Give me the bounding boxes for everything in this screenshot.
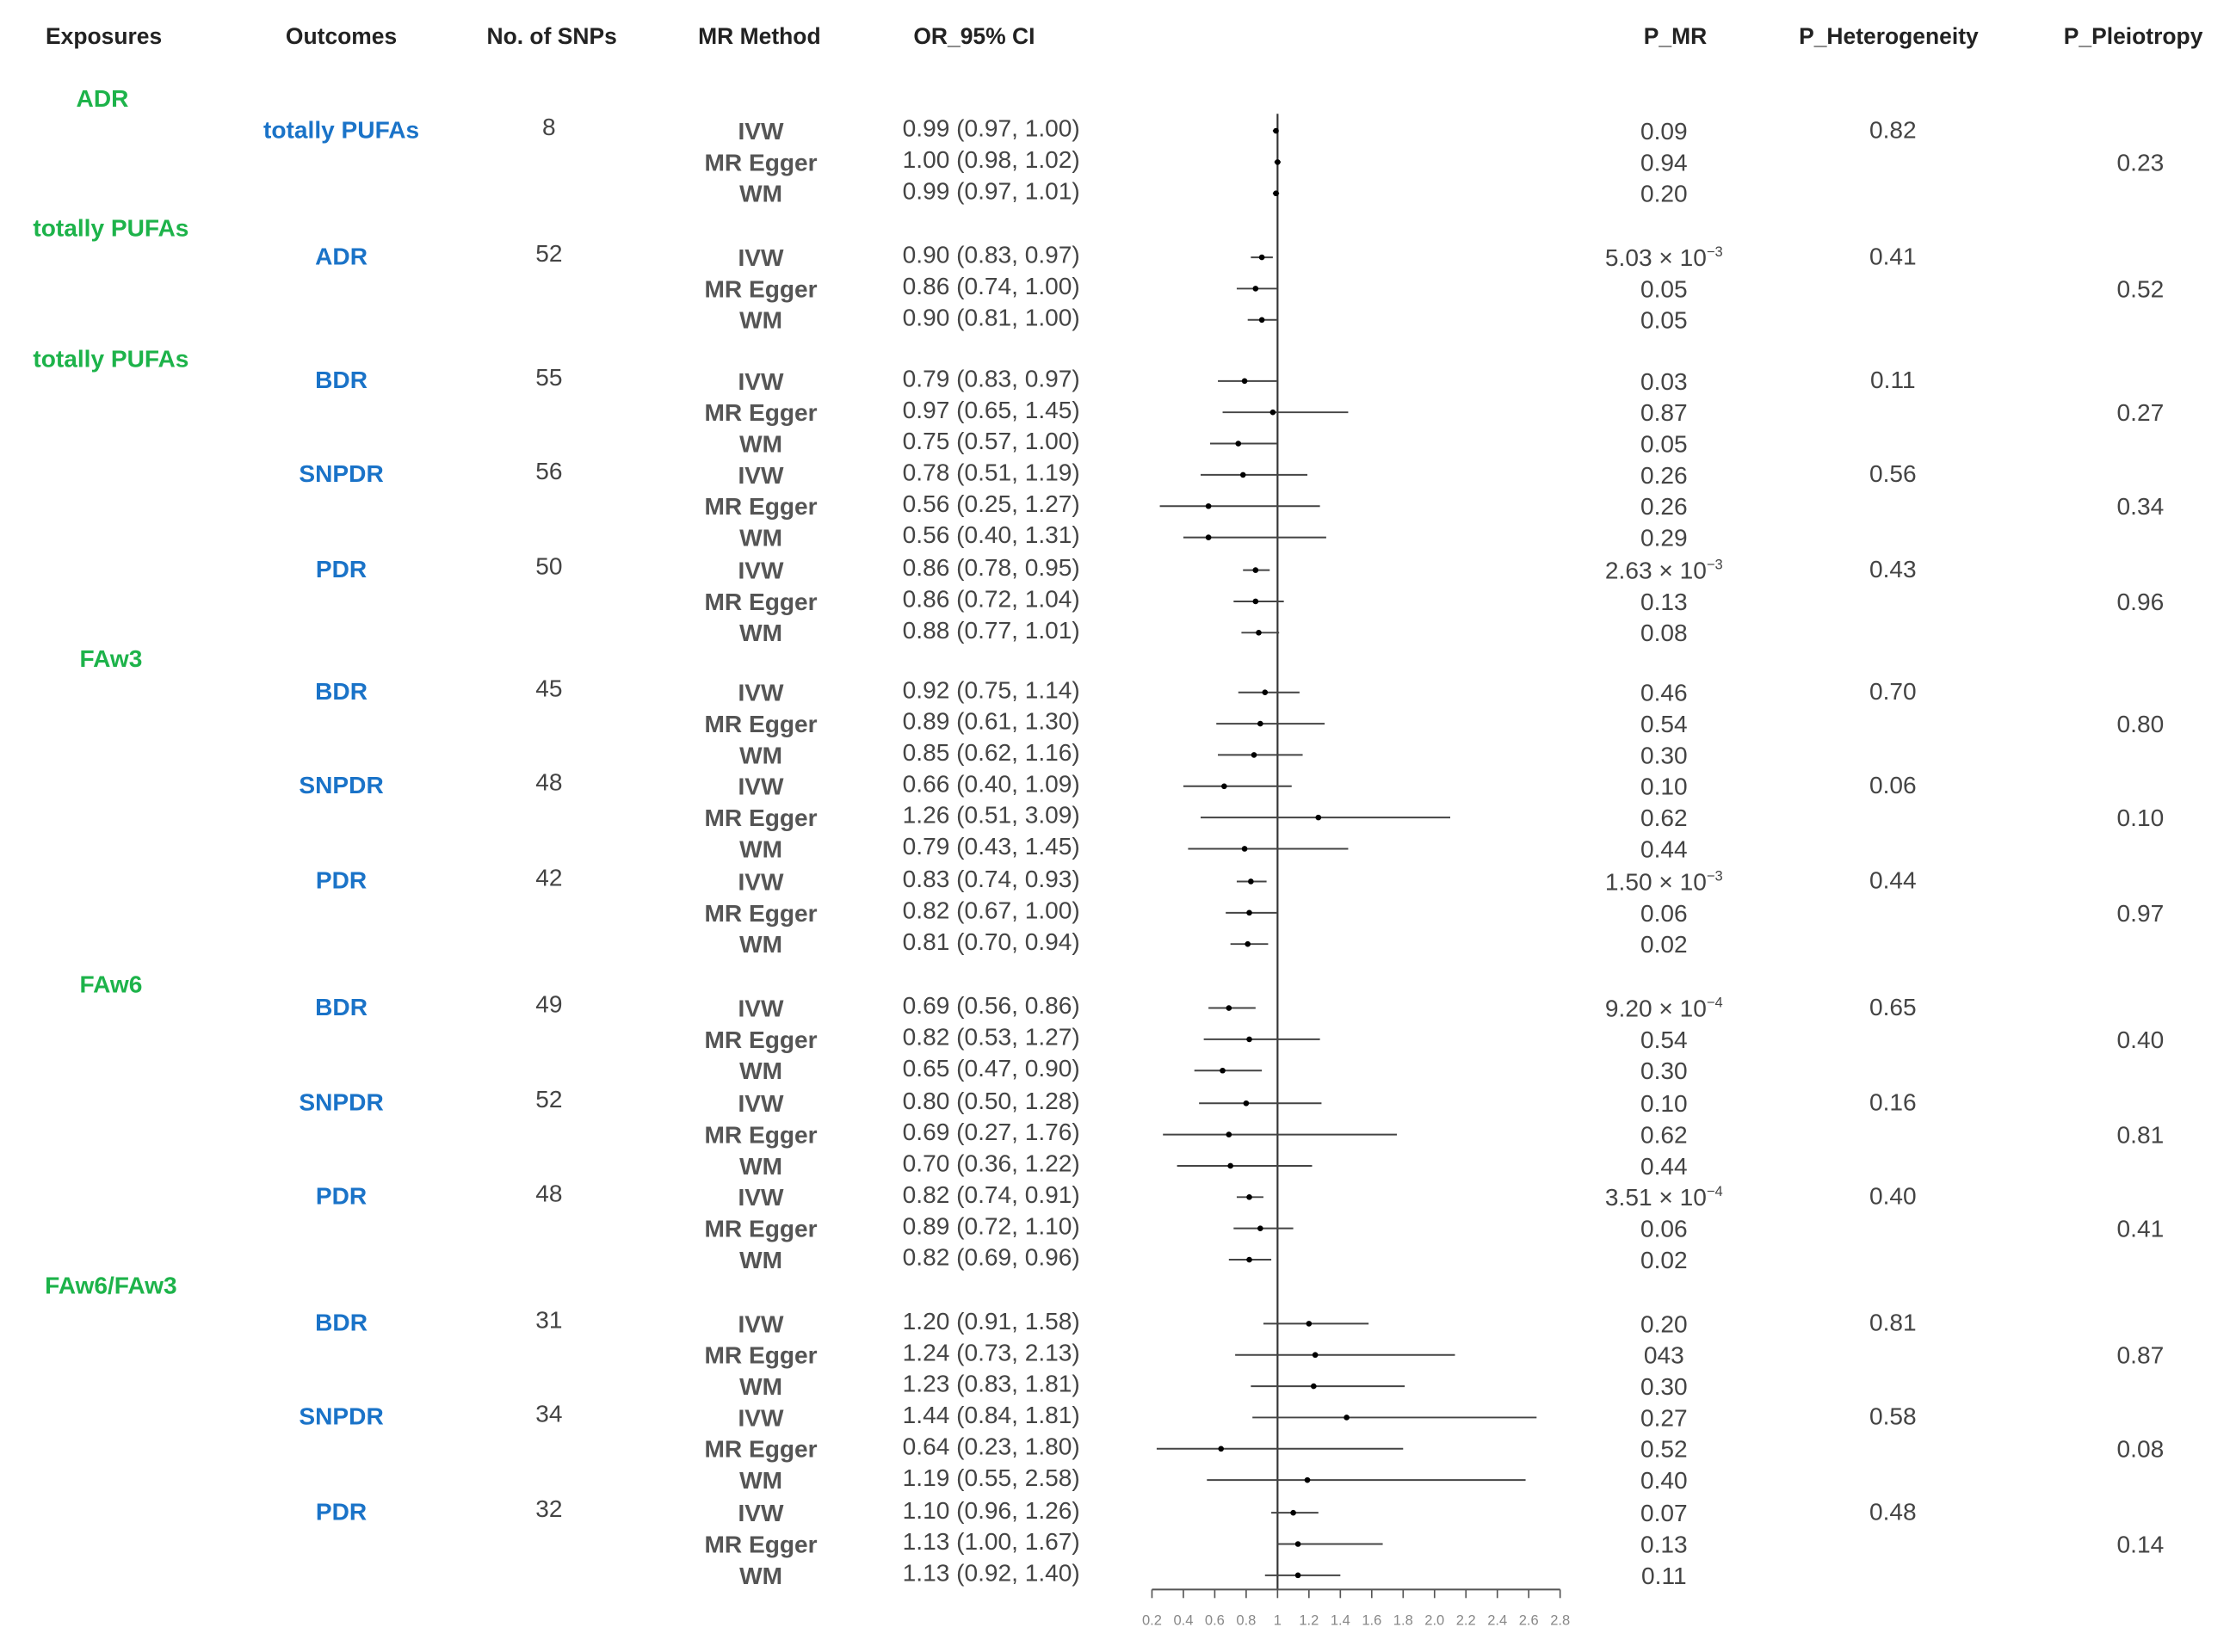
p-mr: 0.13 bbox=[1640, 1531, 1688, 1559]
snp-count: 50 bbox=[535, 552, 563, 581]
p-pleiotropy: 0.96 bbox=[2116, 589, 2165, 616]
or-ci: 1.26 (0.51, 3.09) bbox=[902, 801, 1080, 829]
p-heterogeneity: 0.56 bbox=[1869, 460, 1917, 488]
p-mr: 0.44 bbox=[1640, 835, 1688, 864]
or-ci: 0.65 (0.47, 0.90) bbox=[902, 1055, 1080, 1082]
mr-method: WM bbox=[739, 306, 783, 335]
mr-method: WM bbox=[739, 1247, 783, 1274]
p-mr: 0.30 bbox=[1640, 742, 1688, 769]
or-ci: 0.88 (0.77, 1.01) bbox=[902, 617, 1080, 644]
mr-method: WM bbox=[739, 931, 783, 959]
mr-method: MR Egger bbox=[704, 1215, 818, 1243]
outcome-label: totally PUFAs bbox=[263, 116, 420, 144]
or-ci: 0.82 (0.53, 1.27) bbox=[902, 1023, 1080, 1051]
p-mr: 0.08 bbox=[1640, 620, 1688, 647]
x-tick-label: 0.2 bbox=[1141, 1612, 1162, 1629]
p-mr: 0.05 bbox=[1640, 430, 1688, 459]
point-estimate bbox=[1248, 878, 1254, 885]
outcome-label: BDR bbox=[315, 678, 368, 706]
or-ci: 0.83 (0.74, 0.93) bbox=[902, 866, 1080, 893]
outcome-label: BDR bbox=[315, 1309, 368, 1337]
point-estimate bbox=[1206, 503, 1212, 509]
point-estimate bbox=[1270, 410, 1276, 416]
or-ci: 0.66 (0.40, 1.09) bbox=[902, 770, 1080, 798]
p-pleiotropy: 0.40 bbox=[2116, 1026, 2165, 1054]
x-tick-label: 2.6 bbox=[1518, 1612, 1539, 1629]
point-estimate bbox=[1246, 910, 1252, 916]
snp-count: 52 bbox=[535, 240, 563, 268]
or-ci: 1.44 (0.84, 1.81) bbox=[902, 1402, 1080, 1429]
or-ci: 0.64 (0.23, 1.80) bbox=[902, 1433, 1080, 1461]
x-tick-label: 0.6 bbox=[1204, 1612, 1225, 1629]
point-estimate bbox=[1273, 128, 1279, 134]
point-estimate bbox=[1313, 1352, 1319, 1358]
outcome-label: SNPDR bbox=[299, 460, 384, 488]
mr-method: MR Egger bbox=[704, 711, 818, 738]
mr-method: WM bbox=[739, 1153, 783, 1180]
or-ci: 0.85 (0.62, 1.16) bbox=[902, 739, 1080, 767]
p-mr: 0.44 bbox=[1640, 1153, 1688, 1180]
mr-method: IVW bbox=[738, 557, 784, 585]
outcome-label: BDR bbox=[315, 367, 368, 394]
p-mr-exponent: −4 bbox=[1706, 996, 1723, 1012]
or-ci: 1.19 (0.55, 2.58) bbox=[902, 1464, 1080, 1492]
p-mr-exponent: −3 bbox=[1706, 558, 1723, 574]
point-estimate bbox=[1311, 1384, 1317, 1390]
point-estimate bbox=[1275, 159, 1281, 165]
or-ci: 0.80 (0.50, 1.28) bbox=[902, 1088, 1080, 1115]
point-estimate bbox=[1253, 599, 1259, 605]
p-mr: 0.62 bbox=[1640, 804, 1688, 832]
or-ci: 0.79 (0.83, 0.97) bbox=[902, 365, 1080, 393]
mr-method: WM bbox=[739, 1373, 783, 1401]
p-heterogeneity: 0.44 bbox=[1869, 866, 1917, 895]
p-mr: 0.87 bbox=[1640, 399, 1688, 427]
mr-method: IVW bbox=[738, 118, 784, 145]
mr-method: IVW bbox=[738, 244, 784, 272]
or-ci: 0.86 (0.72, 1.04) bbox=[902, 585, 1080, 613]
or-ci: 0.69 (0.56, 0.86) bbox=[902, 992, 1080, 1020]
mr-method: MR Egger bbox=[704, 399, 818, 427]
p-heterogeneity: 0.70 bbox=[1869, 678, 1917, 706]
mr-method: MR Egger bbox=[704, 275, 818, 303]
point-estimate bbox=[1273, 190, 1279, 196]
point-estimate bbox=[1242, 846, 1248, 852]
outcome-label: SNPDR bbox=[299, 1402, 384, 1431]
mr-method: MR Egger bbox=[704, 899, 818, 928]
or-ci: 0.92 (0.75, 1.14) bbox=[902, 676, 1080, 704]
p-heterogeneity: 0.06 bbox=[1869, 772, 1917, 799]
point-estimate bbox=[1256, 630, 1262, 636]
p-heterogeneity: 0.16 bbox=[1869, 1088, 1917, 1117]
p-mr: 0.52 bbox=[1640, 1435, 1688, 1464]
p-heterogeneity: 0.43 bbox=[1869, 556, 1917, 583]
p-mr: 0.46 bbox=[1640, 679, 1688, 707]
x-tick-label: 2.8 bbox=[1550, 1612, 1571, 1629]
header-p-het: P_Heterogeneity bbox=[1799, 25, 1979, 50]
or-ci: 0.86 (0.74, 1.00) bbox=[902, 273, 1080, 300]
mr-method: IVW bbox=[738, 679, 784, 707]
point-estimate bbox=[1259, 317, 1265, 323]
or-ci: 1.23 (0.83, 1.81) bbox=[902, 1370, 1080, 1398]
mr-method: WM bbox=[739, 1057, 783, 1085]
point-estimate bbox=[1240, 472, 1246, 478]
header-method: MR Method bbox=[698, 25, 821, 50]
p-mr: 0.27 bbox=[1640, 1404, 1688, 1432]
mr-method: IVW bbox=[738, 1404, 784, 1432]
point-estimate bbox=[1245, 941, 1251, 947]
p-mr: 0.26 bbox=[1640, 462, 1688, 490]
mr-method: MR Egger bbox=[704, 1531, 818, 1559]
point-estimate bbox=[1221, 783, 1227, 789]
p-pleiotropy: 0.52 bbox=[2116, 275, 2165, 303]
p-pleiotropy: 0.80 bbox=[2116, 711, 2165, 738]
or-ci: 0.99 (0.97, 1.00) bbox=[902, 114, 1080, 143]
outcome-label: SNPDR bbox=[299, 1088, 384, 1117]
header-outcomes: Outcomes bbox=[285, 25, 398, 50]
point-estimate bbox=[1259, 255, 1265, 261]
or-ci: 0.79 (0.43, 1.45) bbox=[902, 833, 1080, 860]
or-ci: 0.56 (0.40, 1.31) bbox=[902, 521, 1080, 549]
point-estimate bbox=[1257, 1225, 1263, 1231]
exposure-label: totally PUFAs bbox=[33, 345, 189, 373]
p-mr: $2.63 \times 10^{-3}$ bbox=[1604, 557, 1723, 585]
p-mr: 0.20 bbox=[1640, 1310, 1688, 1338]
p-pleiotropy: 0.08 bbox=[2116, 1435, 2165, 1464]
p-pleiotropy: 0.27 bbox=[2116, 399, 2165, 427]
header-exposures: Exposures bbox=[46, 25, 163, 50]
or-ci: 0.70 (0.36, 1.22) bbox=[902, 1150, 1080, 1178]
outcome-label: PDR bbox=[315, 1182, 368, 1211]
p-heterogeneity: 0.40 bbox=[1869, 1182, 1917, 1211]
mr-method: IVW bbox=[738, 367, 784, 396]
exposure-label: FAw6/FAw3 bbox=[45, 1272, 177, 1300]
point-estimate bbox=[1235, 441, 1241, 447]
mr-method: MR Egger bbox=[704, 1341, 818, 1370]
mr-method: WM bbox=[739, 180, 783, 208]
or-ci: 1.13 (0.92, 1.40) bbox=[902, 1559, 1080, 1587]
point-estimate bbox=[1344, 1415, 1350, 1421]
header-snps: No. of SNPs bbox=[486, 25, 617, 50]
snp-count: 48 bbox=[535, 768, 563, 797]
mr-method: MR Egger bbox=[704, 1026, 818, 1054]
snp-count: 49 bbox=[535, 990, 563, 1019]
or-ci: 0.82 (0.74, 0.91) bbox=[902, 1181, 1080, 1209]
p-mr: 043 bbox=[1643, 1341, 1684, 1370]
point-estimate bbox=[1290, 1510, 1296, 1516]
outcome-label: PDR bbox=[315, 1498, 368, 1526]
p-mr: 0.06 bbox=[1640, 1215, 1688, 1243]
point-estimate bbox=[1295, 1541, 1301, 1547]
point-estimate bbox=[1242, 379, 1248, 385]
x-tick-label: 0.8 bbox=[1236, 1612, 1257, 1629]
header-or: OR_95% CI bbox=[913, 25, 1035, 50]
p-mr: 0.09 bbox=[1640, 118, 1688, 145]
or-ci: 0.90 (0.81, 1.00) bbox=[902, 304, 1080, 332]
exposure-label: FAw3 bbox=[79, 645, 143, 673]
p-pleiotropy: 0.97 bbox=[2116, 899, 2165, 928]
x-tick-label: 1.2 bbox=[1299, 1612, 1319, 1629]
p-mr: 0.05 bbox=[1640, 306, 1688, 335]
p-mr: 0.10 bbox=[1640, 1090, 1688, 1118]
outcome-label: PDR bbox=[315, 556, 368, 583]
or-ci: 1.13 (1.00, 1.67) bbox=[902, 1528, 1080, 1556]
x-tick-label: 1.8 bbox=[1393, 1612, 1413, 1629]
p-mr: 0.10 bbox=[1640, 773, 1688, 801]
p-mr: 0.62 bbox=[1640, 1121, 1688, 1150]
mr-method: WM bbox=[739, 620, 783, 647]
or-ci: 0.86 (0.78, 0.95) bbox=[902, 554, 1080, 582]
p-mr: 0.13 bbox=[1640, 589, 1688, 616]
p-mr: $9.20 \times 10^{-4}$ bbox=[1604, 995, 1723, 1023]
mr-method: MR Egger bbox=[704, 804, 818, 832]
or-ci: 0.78 (0.51, 1.19) bbox=[902, 459, 1080, 487]
or-ci: 0.81 (0.70, 0.94) bbox=[902, 928, 1080, 956]
point-estimate bbox=[1206, 534, 1212, 540]
p-heterogeneity: 0.81 bbox=[1869, 1309, 1917, 1337]
p-mr: 0.54 bbox=[1640, 1026, 1688, 1054]
point-estimate bbox=[1226, 1131, 1232, 1137]
p-pleiotropy: 0.87 bbox=[2116, 1341, 2165, 1370]
p-mr: 0.30 bbox=[1640, 1057, 1688, 1085]
snp-count: 31 bbox=[535, 1306, 563, 1334]
p-pleiotropy: 0.14 bbox=[2116, 1531, 2165, 1559]
or-ci: 1.24 (0.73, 2.13) bbox=[902, 1339, 1080, 1366]
p-mr: $1.50 \times 10^{-3}$ bbox=[1604, 868, 1723, 897]
p-mr: 0.02 bbox=[1640, 1247, 1688, 1274]
snp-count: 56 bbox=[535, 458, 563, 485]
or-ci: 0.99 (0.97, 1.01) bbox=[902, 177, 1080, 205]
p-mr-exponent: −3 bbox=[1706, 869, 1723, 885]
p-mr-exponent: −4 bbox=[1706, 1185, 1723, 1201]
or-ci: 0.97 (0.65, 1.45) bbox=[902, 397, 1080, 424]
outcome-label: PDR bbox=[315, 866, 368, 895]
p-mr: 0.26 bbox=[1640, 493, 1688, 521]
p-mr: $5.03 \times 10^{-3}$ bbox=[1604, 244, 1723, 272]
or-ci: 0.90 (0.83, 0.97) bbox=[902, 241, 1080, 269]
snp-count: 55 bbox=[535, 364, 563, 391]
point-estimate bbox=[1257, 721, 1263, 727]
p-mr: 0.07 bbox=[1640, 1500, 1688, 1527]
snp-count: 34 bbox=[535, 1400, 563, 1428]
or-ci: 1.10 (0.96, 1.26) bbox=[902, 1496, 1080, 1525]
p-mr: 0.06 bbox=[1640, 899, 1688, 928]
p-mr: 0.94 bbox=[1640, 149, 1688, 176]
or-ci: 0.75 (0.57, 1.00) bbox=[902, 428, 1080, 455]
mr-method: WM bbox=[739, 1467, 783, 1495]
point-estimate bbox=[1315, 815, 1321, 821]
or-ci: 1.20 (0.91, 1.58) bbox=[902, 1308, 1080, 1335]
mr-method: WM bbox=[739, 742, 783, 769]
p-heterogeneity: 0.41 bbox=[1869, 243, 1917, 270]
exposure-label: totally PUFAs bbox=[33, 214, 189, 242]
mr-method: IVW bbox=[738, 773, 784, 801]
mr-method: IVW bbox=[738, 868, 784, 897]
p-heterogeneity: 0.82 bbox=[1869, 116, 1917, 144]
x-tick-label: 1.4 bbox=[1330, 1612, 1350, 1629]
p-mr: 0.20 bbox=[1640, 180, 1688, 208]
point-estimate bbox=[1218, 1446, 1224, 1452]
or-ci: 0.82 (0.67, 1.00) bbox=[902, 897, 1080, 925]
mr-method: MR Egger bbox=[704, 493, 818, 521]
x-tick-label: 1.6 bbox=[1362, 1612, 1382, 1629]
mr-method: MR Egger bbox=[704, 589, 818, 616]
point-estimate bbox=[1246, 1257, 1252, 1263]
p-mr: 0.40 bbox=[1640, 1467, 1688, 1495]
snp-count: 42 bbox=[535, 864, 563, 892]
header-p-pleio: P_Pleiotropy bbox=[2063, 25, 2203, 50]
point-estimate bbox=[1244, 1100, 1250, 1106]
p-mr-exponent: −3 bbox=[1706, 244, 1723, 261]
p-pleiotropy: 0.41 bbox=[2116, 1215, 2165, 1243]
mr-method: IVW bbox=[738, 462, 784, 490]
p-mr: 0.54 bbox=[1640, 711, 1688, 738]
point-estimate bbox=[1251, 752, 1257, 758]
p-mr: $3.51 \times 10^{-4}$ bbox=[1604, 1184, 1723, 1211]
p-heterogeneity: 0.65 bbox=[1869, 994, 1917, 1021]
point-estimate bbox=[1226, 1005, 1232, 1011]
or-ci: 1.00 (0.98, 1.02) bbox=[902, 146, 1080, 174]
x-tick-label: 1 bbox=[1273, 1612, 1282, 1629]
outcome-label: SNPDR bbox=[299, 772, 384, 799]
mr-method: MR Egger bbox=[704, 1121, 818, 1150]
mr-method: WM bbox=[739, 1562, 783, 1590]
p-heterogeneity: 0.58 bbox=[1869, 1402, 1917, 1431]
point-estimate bbox=[1253, 286, 1259, 292]
p-pleiotropy: 0.81 bbox=[2116, 1121, 2165, 1150]
point-estimate bbox=[1253, 567, 1259, 573]
p-heterogeneity: 0.48 bbox=[1869, 1498, 1917, 1526]
snp-count: 8 bbox=[542, 114, 556, 141]
mr-method: WM bbox=[739, 524, 783, 552]
header-p-mr: P_MR bbox=[1643, 25, 1708, 50]
mr-method: WM bbox=[739, 430, 783, 459]
mr-method: IVW bbox=[738, 1090, 784, 1118]
p-pleiotropy: 0.34 bbox=[2116, 493, 2165, 521]
or-ci: 0.89 (0.61, 1.30) bbox=[902, 707, 1080, 736]
p-mr: 0.05 bbox=[1640, 275, 1688, 303]
snp-count: 45 bbox=[535, 675, 563, 703]
p-pleiotropy: 0.10 bbox=[2116, 804, 2165, 832]
mr-method: IVW bbox=[738, 995, 784, 1023]
point-estimate bbox=[1306, 1321, 1313, 1327]
point-estimate bbox=[1305, 1477, 1311, 1483]
p-mr: 0.11 bbox=[1641, 1562, 1687, 1590]
x-tick-label: 2.2 bbox=[1455, 1612, 1476, 1629]
p-pleiotropy: 0.23 bbox=[2116, 149, 2165, 176]
or-ci: 0.82 (0.69, 0.96) bbox=[902, 1243, 1080, 1272]
mr-method: IVW bbox=[738, 1310, 784, 1338]
point-estimate bbox=[1295, 1573, 1301, 1579]
point-estimate bbox=[1262, 689, 1268, 695]
point-estimate bbox=[1220, 1068, 1226, 1074]
or-ci: 0.56 (0.25, 1.27) bbox=[902, 490, 1080, 518]
mr-method: MR Egger bbox=[704, 149, 818, 176]
snp-count: 32 bbox=[535, 1495, 563, 1523]
mr-method: MR Egger bbox=[704, 1435, 818, 1464]
p-mr: 0.29 bbox=[1640, 524, 1688, 552]
point-estimate bbox=[1246, 1194, 1252, 1200]
mr-method: WM bbox=[739, 835, 783, 864]
snp-count: 52 bbox=[535, 1086, 563, 1113]
p-mr: 0.02 bbox=[1640, 931, 1688, 959]
p-mr: 0.30 bbox=[1640, 1373, 1688, 1401]
x-tick-label: 2.0 bbox=[1424, 1612, 1445, 1629]
exposure-label: ADR bbox=[76, 85, 129, 113]
or-ci: 0.89 (0.72, 1.10) bbox=[902, 1212, 1080, 1240]
x-tick-label: 2.4 bbox=[1487, 1612, 1508, 1629]
point-estimate bbox=[1227, 1163, 1233, 1169]
p-heterogeneity: 0.11 bbox=[1870, 367, 1916, 394]
outcome-label: ADR bbox=[315, 243, 368, 270]
point-estimate bbox=[1246, 1037, 1252, 1043]
mr-method: IVW bbox=[738, 1500, 784, 1527]
p-mr: 0.03 bbox=[1640, 367, 1688, 396]
snp-count: 48 bbox=[535, 1180, 563, 1207]
mr-method: IVW bbox=[738, 1184, 784, 1211]
outcome-label: BDR bbox=[315, 994, 368, 1021]
exposure-label: FAw6 bbox=[79, 971, 143, 998]
or-ci: 0.69 (0.27, 1.76) bbox=[902, 1119, 1080, 1146]
x-tick-label: 0.4 bbox=[1173, 1612, 1194, 1629]
